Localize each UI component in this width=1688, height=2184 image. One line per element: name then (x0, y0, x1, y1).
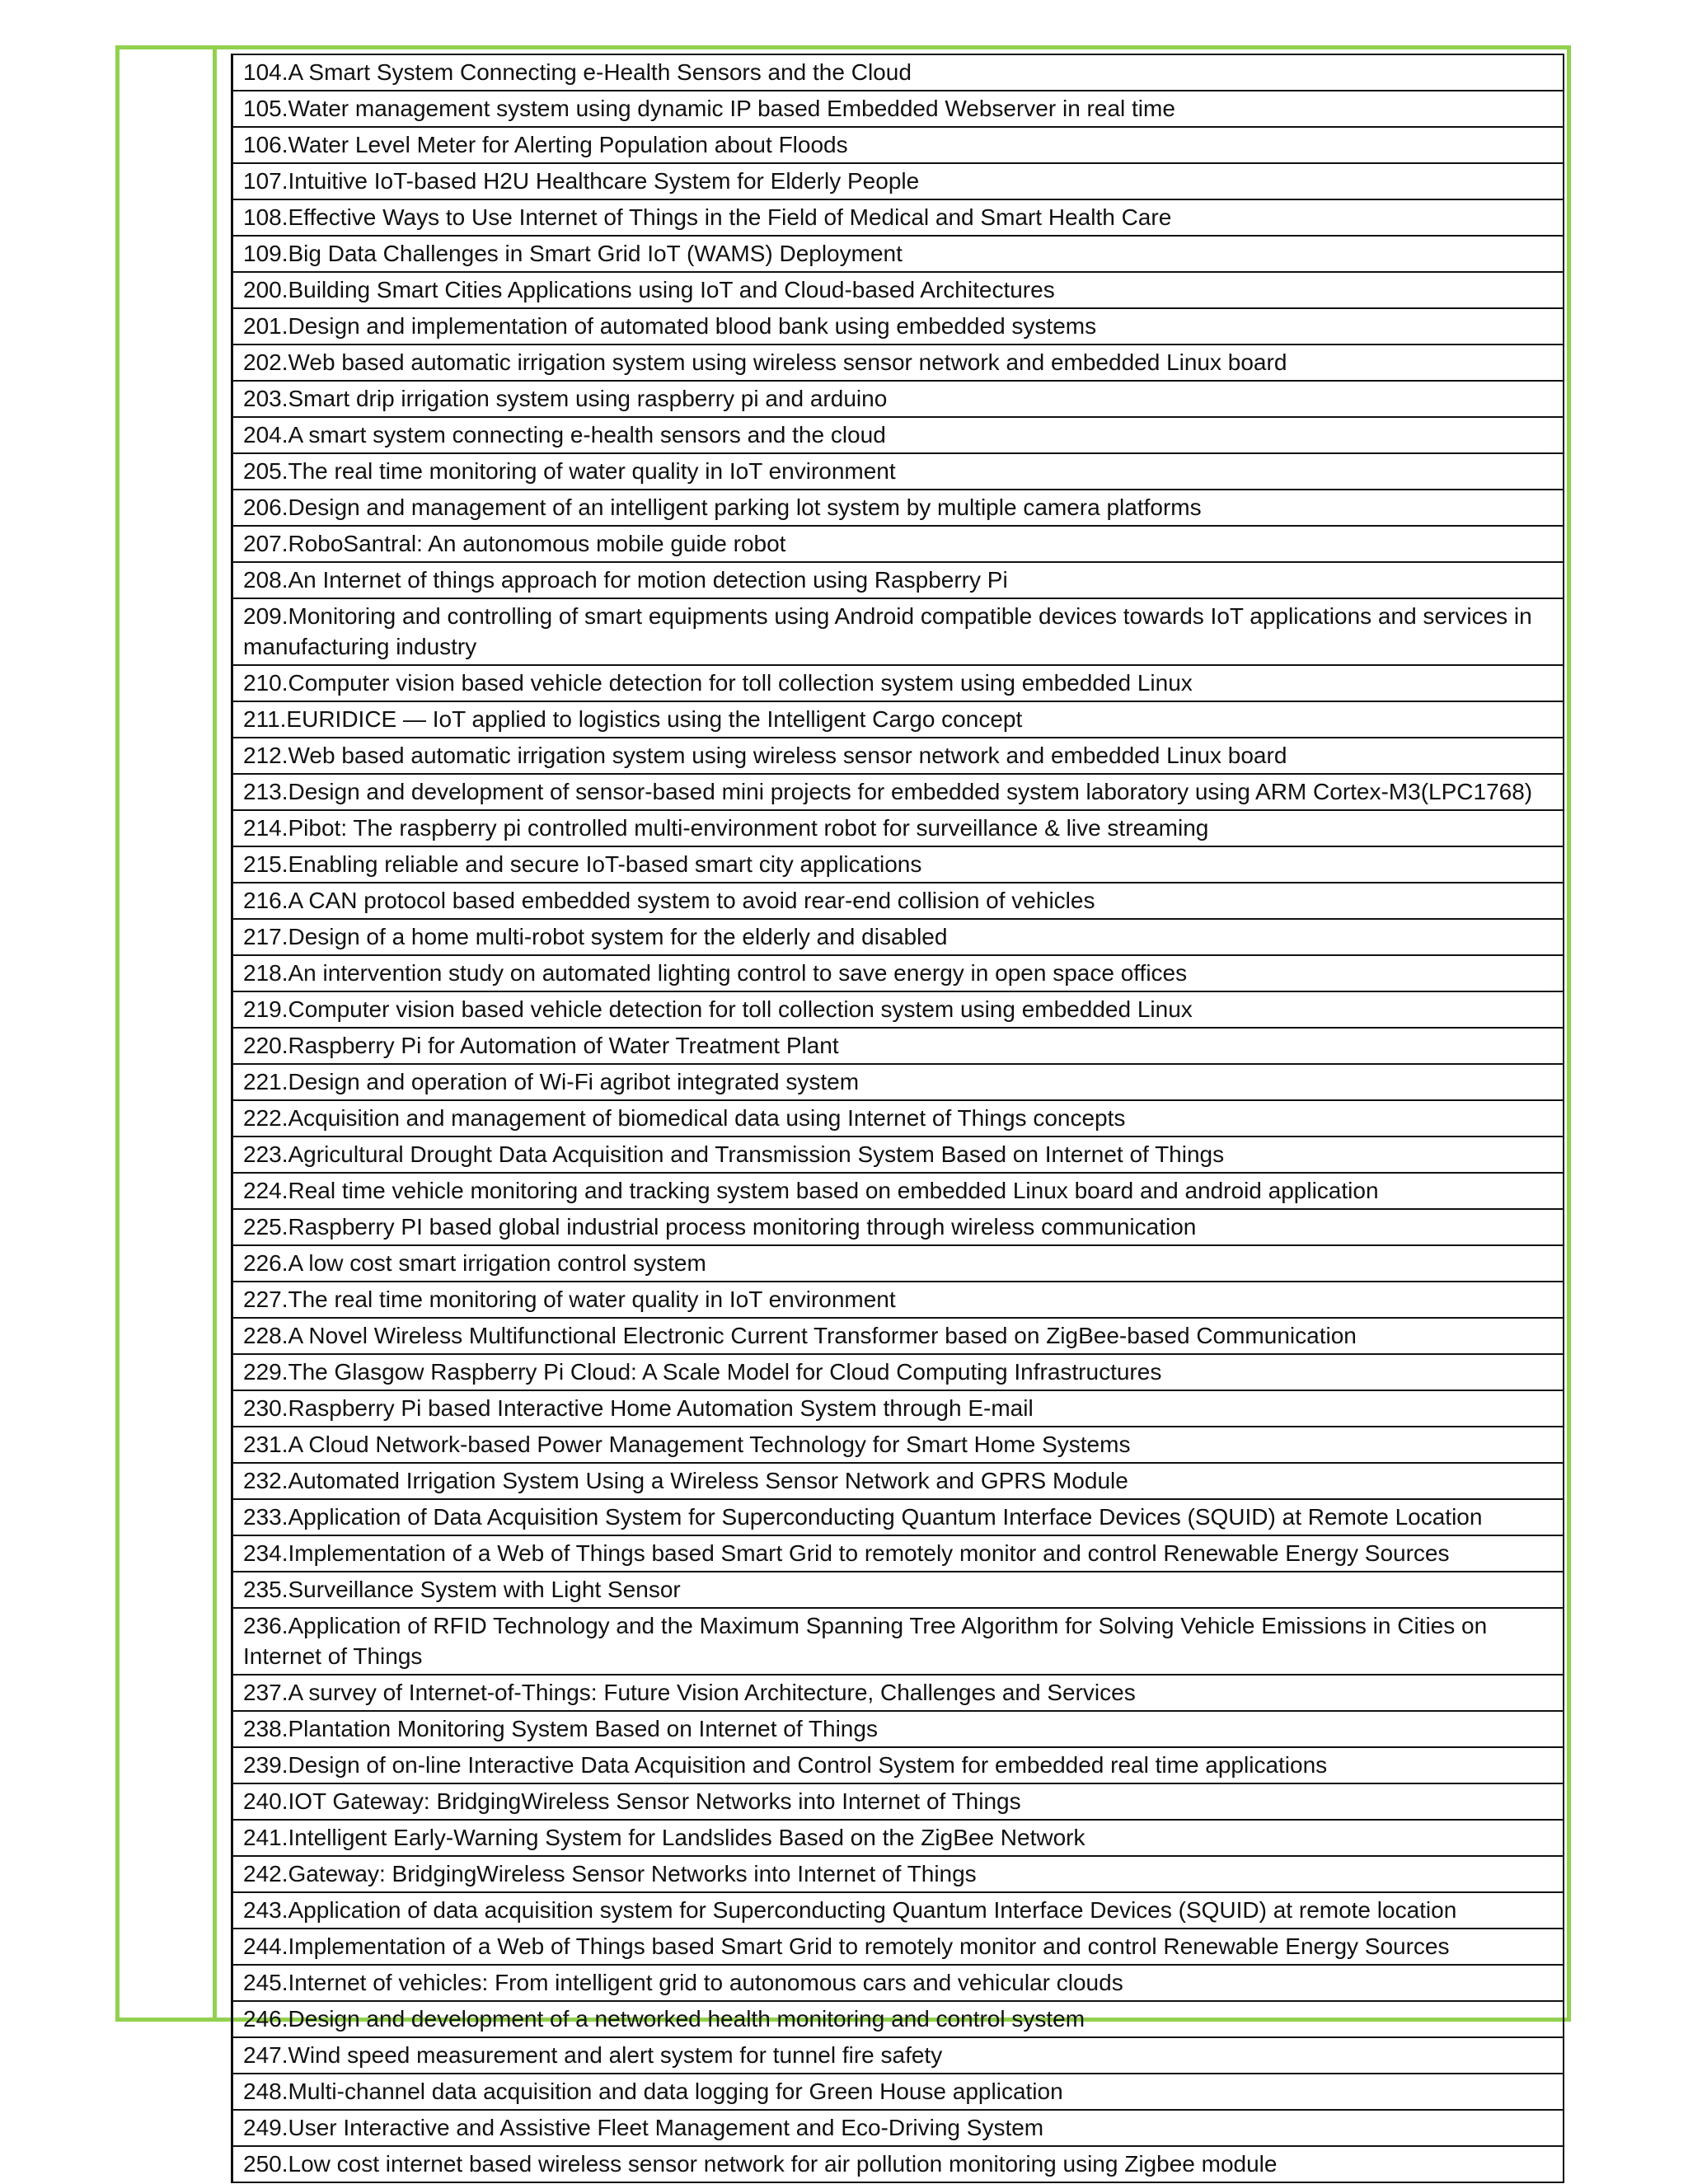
project-title-cell: 237.A survey of Internet-of-Things: Future Vision Architecture, Challenges and Services (232, 1675, 1564, 1711)
project-title-cell: 211.EURIDICE — IoT applied to logistics using the Intelligent Cargo concept (232, 701, 1564, 738)
table-row (232, 1820, 1564, 1856)
project-title-cell: 239.Design of on-line Interactive Data Acquisition and Control System for embedded real time applications (232, 1747, 1564, 1783)
table-row (232, 1209, 1564, 1245)
project-title-cell: 212.Web based automatic irrigation system using wireless sensor network and embedded Linux board (232, 738, 1564, 774)
project-title-cell: 232.Automated Irrigation System Using a Wireless Sensor Network and GPRS Module (232, 1463, 1564, 1499)
project-title-cell: 241.Intelligent Early-Warning System for Landslides Based on the ZigBee Network (232, 1820, 1564, 1856)
table-row (232, 665, 1564, 701)
project-title-cell: 230.Raspberry Pi based Interactive Home Automation System through E-mail (232, 1390, 1564, 1427)
project-title-cell: 224.Real time vehicle monitoring and tracking system based on embedded Linux board and android application (232, 1173, 1564, 1209)
table-row (232, 774, 1564, 810)
table-row (232, 846, 1564, 883)
project-title-cell: 109.Big Data Challenges in Smart Grid IoT (WAMS) Deployment (232, 236, 1564, 272)
project-title-cell: 233.Application of Data Acquisition System for Superconducting Quantum Interface Devices (SQUID) at Remote Location (232, 1499, 1564, 1535)
project-title-cell: 200.Building Smart Cities Applications using IoT and Cloud-based Architectures (232, 272, 1564, 308)
project-title-cell: 221.Design and operation of Wi-Fi agribot integrated system (232, 1064, 1564, 1100)
table-row (232, 1173, 1564, 1209)
table-row (232, 1390, 1564, 1427)
project-title-cell: 208.An Internet of things approach for motion detection using Raspberry Pi (232, 562, 1564, 598)
table-row (232, 1856, 1564, 1892)
project-title-cell: 236.Application of RFID Technology and the Maximum Spanning Tree Algorithm for Solving Vehicle Emissions in Cities on Internet of Things (232, 1608, 1564, 1675)
project-title-cell: 246.Design and development of a networked health monitoring and control system (232, 2001, 1564, 2037)
project-title-cell: 206.Design and management of an intelligent parking lot system by multiple camera platforms (232, 490, 1564, 526)
table-row (232, 272, 1564, 308)
project-title-cell: 234.Implementation of a Web of Things based Smart Grid to remotely monitor and control Renewable Energy Sources (232, 1535, 1564, 1572)
table-row (232, 701, 1564, 738)
table-row (232, 1354, 1564, 1390)
table-row (232, 598, 1564, 665)
project-title-cell: 217.Design of a home multi-robot system for the elderly and disabled (232, 919, 1564, 955)
table-row (232, 1499, 1564, 1535)
project-title-cell: 104.A Smart System Connecting e-Health Sensors and the Cloud (232, 54, 1564, 91)
document-frame (115, 45, 1571, 2177)
project-title-cell: 227.The real time monitoring of water quality in IoT environment (232, 1282, 1564, 1318)
project-title-cell: 210.Computer vision based vehicle detection for toll collection system using embedded Linux (232, 665, 1564, 701)
project-title-cell: 242.Gateway: BridgingWireless Sensor Networks into Internet of Things (232, 1856, 1564, 1892)
table-row (232, 308, 1564, 344)
project-title-cell: 216.A CAN protocol based embedded system to avoid rear-end collision of vehicles (232, 883, 1564, 919)
table-row (232, 91, 1564, 127)
project-title-cell: 108.Effective Ways to Use Internet of Things in the Field of Medical and Smart Health Care (232, 199, 1564, 236)
table-row (232, 1100, 1564, 1137)
project-title-cell: 215.Enabling reliable and secure IoT-based smart city applications (232, 846, 1564, 883)
table-row (232, 1318, 1564, 1354)
project-title-cell: 218.An intervention study on automated lighting control to save energy in open space offices (232, 955, 1564, 991)
table-row (232, 199, 1564, 236)
project-title-cell: 203.Smart drip irrigation system using raspberry pi and arduino (232, 381, 1564, 417)
table-row (232, 991, 1564, 1028)
table-row (232, 453, 1564, 490)
project-title-cell: 243.Application of data acquisition system for Superconducting Quantum Interface Devices (SQUID) at remote location (232, 1892, 1564, 1929)
table-row (232, 1572, 1564, 1608)
table-row (232, 1783, 1564, 1820)
table-row (232, 1427, 1564, 1463)
table-row (232, 1535, 1564, 1572)
project-title-cell: 220.Raspberry Pi for Automation of Water Treatment Plant (232, 1028, 1564, 1064)
project-title-cell: 245.Internet of vehicles: From intelligent grid to autonomous cars and vehicular clouds (232, 1965, 1564, 2001)
project-title-cell: 107.Intuitive IoT-based H2U Healthcare System for Elderly People (232, 163, 1564, 199)
table-row (232, 2110, 1564, 2146)
table-row (232, 1892, 1564, 1929)
project-list-table (231, 54, 1564, 2183)
table-row (232, 2001, 1564, 2037)
project-title-cell: 240.IOT Gateway: BridgingWireless Sensor Networks into Internet of Things (232, 1783, 1564, 1820)
table-row (232, 417, 1564, 453)
table-row (232, 1675, 1564, 1711)
project-title-cell: 231.A Cloud Network-based Power Management Technology for Smart Home Systems (232, 1427, 1564, 1463)
table-row (232, 1608, 1564, 1675)
project-title-cell: 201.Design and implementation of automated blood bank using embedded systems (232, 308, 1564, 344)
project-title-cell: 235.Surveillance System with Light Sensor (232, 1572, 1564, 1608)
table-row (232, 810, 1564, 846)
table-row (232, 1463, 1564, 1499)
project-title-cell: 229.The Glasgow Raspberry Pi Cloud: A Scale Model for Cloud Computing Infrastructures (232, 1354, 1564, 1390)
project-title-cell: 219.Computer vision based vehicle detection for toll collection system using embedded Linux (232, 991, 1564, 1028)
table-row (232, 526, 1564, 562)
table-row (232, 1064, 1564, 1100)
table-row (232, 738, 1564, 774)
project-title-cell: 244.Implementation of a Web of Things based Smart Grid to remotely monitor and control Renewable Energy Sources (232, 1929, 1564, 1965)
table-row (232, 2074, 1564, 2110)
table-row (232, 1137, 1564, 1173)
project-list-body (232, 54, 1564, 2182)
table-row (232, 1929, 1564, 1965)
project-title-cell: 106.Water Level Meter for Alerting Population about Floods (232, 127, 1564, 163)
table-row (232, 1282, 1564, 1318)
project-title-cell: 204.A smart system connecting e-health sensors and the cloud (232, 417, 1564, 453)
project-title-cell: 249.User Interactive and Assistive Fleet Management and Eco-Driving System (232, 2110, 1564, 2146)
table-row (232, 1711, 1564, 1747)
project-title-cell: 202.Web based automatic irrigation system using wireless sensor network and embedded Linux board (232, 344, 1564, 381)
left-margin-column (120, 49, 217, 2018)
project-title-cell: 248.Multi-channel data acquisition and data logging for Green House application (232, 2074, 1564, 2110)
table-row (232, 490, 1564, 526)
project-title-cell: 228.A Novel Wireless Multifunctional Electronic Current Transformer based on ZigBee-based Communication (232, 1318, 1564, 1354)
table-row (232, 381, 1564, 417)
table-row (232, 1747, 1564, 1783)
table-row (232, 344, 1564, 381)
table-row (232, 163, 1564, 199)
project-title-cell: 207.RoboSantral: An autonomous mobile guide robot (232, 526, 1564, 562)
table-row (232, 54, 1564, 91)
project-title-cell: 238.Plantation Monitoring System Based on Internet of Things (232, 1711, 1564, 1747)
table-row (232, 1245, 1564, 1282)
table-row (232, 2146, 1564, 2182)
project-title-cell: 105.Water management system using dynamic IP based Embedded Webserver in real time (232, 91, 1564, 127)
table-row (232, 127, 1564, 163)
table-row (232, 1028, 1564, 1064)
project-title-cell: 250.Low cost internet based wireless sensor network for air pollution monitoring using Zigbee module (232, 2146, 1564, 2182)
project-title-cell: 247.Wind speed measurement and alert system for tunnel fire safety (232, 2037, 1564, 2074)
table-row (232, 236, 1564, 272)
project-title-cell: 205.The real time monitoring of water quality in IoT environment (232, 453, 1564, 490)
project-title-cell: 225.Raspberry PI based global industrial process monitoring through wireless communication (232, 1209, 1564, 1245)
project-title-cell: 226.A low cost smart irrigation control system (232, 1245, 1564, 1282)
project-title-cell: 209.Monitoring and controlling of smart equipments using Android compatible devices towards IoT applications and services in manufacturing industry (232, 598, 1564, 665)
table-row (232, 2037, 1564, 2074)
project-title-cell: 222.Acquisition and management of biomedical data using Internet of Things concepts (232, 1100, 1564, 1137)
project-title-cell: 213.Design and development of sensor-based mini projects for embedded system laboratory using ARM Cortex-M3(LPC1768) (232, 774, 1564, 810)
table-row (232, 1965, 1564, 2001)
project-title-cell: 214.Pibot: The raspberry pi controlled multi-environment robot for surveillance & live streaming (232, 810, 1564, 846)
table-row (232, 562, 1564, 598)
project-title-cell: 223.Agricultural Drought Data Acquisition and Transmission System Based on Internet of Things (232, 1137, 1564, 1173)
table-row (232, 919, 1564, 955)
table-row (232, 883, 1564, 919)
table-row (232, 955, 1564, 991)
